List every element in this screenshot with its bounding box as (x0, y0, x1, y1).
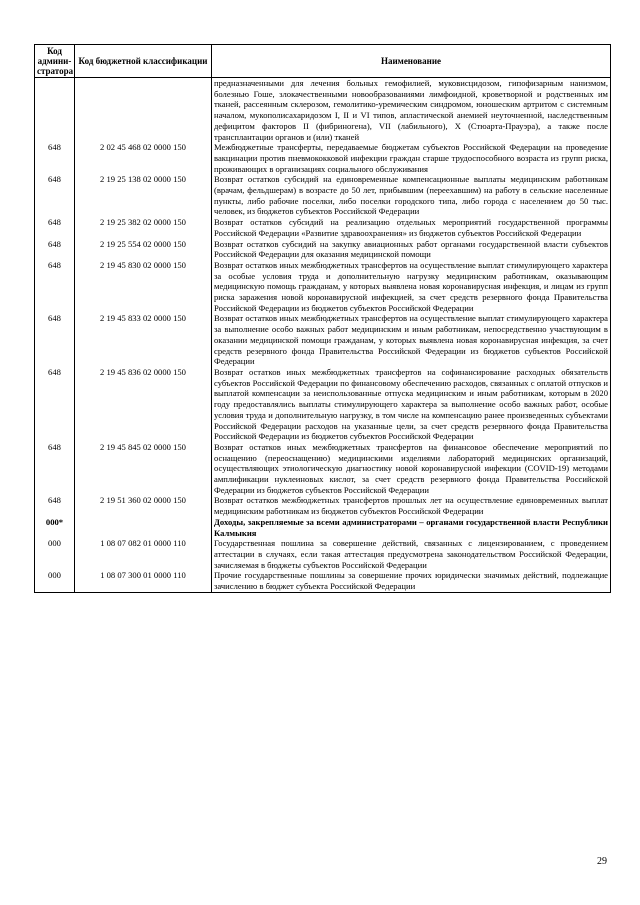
budget-classification-table (34, 44, 611, 593)
admin-code-cell: 648 (35, 217, 75, 238)
header-name: Наименование (212, 45, 611, 78)
name-cell: Возврат остатков иных межбюджетных трансфертов на финансовое обеспечение мероприятий по оснащению (переоснащению) медицинскими изделиями лабораторий медицинских организаций, осуществляющих этиологическую диагностику новой коронавирусной инфекции (COVID-19) методами амплификации нуклеиновых кислот, за счет средств резервного фонда Правительства Российской Федерации из бюджетов субъектов Российской Федерации (212, 442, 611, 496)
admin-code-cell: 000 (35, 538, 75, 570)
table-body (35, 78, 611, 593)
budget-code-cell: 2 19 45 833 02 0000 150 (75, 313, 212, 367)
table-row (35, 142, 611, 174)
budget-code-cell: 2 19 45 836 02 0000 150 (75, 367, 212, 442)
budget-code-cell: 2 19 25 138 02 0000 150 (75, 174, 212, 217)
table-row (35, 313, 611, 367)
table-row (35, 538, 611, 570)
name-cell: Возврат остатков субсидий на закупку авиационных работ органами государственной власти субъектов Российской Федерации для оказания медицинской помощи (212, 239, 611, 260)
name-cell: Межбюджетные трансферты, передаваемые бюджетам субъектов Российской Федерации на проведение вакцинации против пневмококковой инфекции граждан старше трудоспособного возраста из групп риска, проживающих в организациях социального обслуживания (212, 142, 611, 174)
budget-code-cell: 2 19 45 845 02 0000 150 (75, 442, 212, 496)
name-cell: Государственная пошлина за совершение действий, связанных с лицензированием, с проведением аттестации в случаях, если такая аттестация предусмотрена законодательством Российской Федерации, зачисляемая в бюджеты субъектов Российской Федерации (212, 538, 611, 570)
budget-code-cell: 2 19 45 830 02 0000 150 (75, 260, 212, 314)
table-row (35, 495, 611, 516)
budget-code-cell: 2 02 45 468 02 0000 150 (75, 142, 212, 174)
document-page (34, 44, 610, 593)
name-cell: Возврат остатков иных межбюджетных трансфертов на осуществление выплат стимулирующего характера за особые условия труда и дополнительную нагрузку медицинским работникам, оказывающим медицинскую помощь гражданам, у которых выявлена новая коронавирусная инфекция, и лицам из групп риска заражения новой коронавирусной инфекцией, за счет средств резервного фонда Правительства Российской Федерации из бюджетов субъектов Российской Федерации (212, 260, 611, 314)
page-number: 29 (597, 856, 607, 867)
admin-code-cell: 000 (35, 570, 75, 592)
name-cell: Возврат остатков субсидий на реализацию отдельных мероприятий государственной программы Российской Федерации «Развитие здравоохранения» из бюджетов субъектов Российской Федерации (212, 217, 611, 238)
budget-code-cell: 1 08 07 300 01 0000 110 (75, 570, 212, 592)
table-row (35, 239, 611, 260)
table-row (35, 217, 611, 238)
admin-code-cell: 648 (35, 442, 75, 496)
name-cell: Возврат остатков межбюджетных трансфертов прошлых лет на осуществление единовременных выплат медицинским работникам из бюджетов субъектов Российской Федерации (212, 495, 611, 516)
name-cell: Прочие государственные пошлины за совершение прочих юридически значимых действий, подлежащие зачислению в бюджет субъекта Российской Федерации (212, 570, 611, 592)
name-cell: Возврат остатков иных межбюджетных трансфертов на софинансирование расходных обязательств субъектов Российской Федерации по финансовому обеспечению расходов, связанных с оплатой отпусков и выплатой компенсации за неиспользованные отпуска медицинским и иным работникам, которым в 2020 году предоставлялись выплаты стимулирующего характера за выполнение особо важных работ, особые условия труда и дополнительную нагрузку, в том числе на компенсацию ранее произведенных субъектами Российской Федерации расходов на указанные цели, за счет средств резервного фонда Правительства Российской Федерации из бюджетов субъектов Российской Федерации (212, 367, 611, 442)
table-header-row (35, 45, 611, 78)
budget-code-cell: 2 19 25 554 02 0000 150 (75, 239, 212, 260)
header-budget-code: Код бюджетной классификации (75, 45, 212, 78)
admin-code-cell: 648 (35, 367, 75, 442)
admin-code-cell: 648 (35, 142, 75, 174)
admin-code-cell: 648 (35, 313, 75, 367)
admin-code-cell: 648 (35, 239, 75, 260)
table-row (35, 260, 611, 314)
table-row (35, 174, 611, 217)
admin-code-cell: 648 (35, 260, 75, 314)
table-row (35, 517, 611, 538)
name-cell: Возврат остатков субсидий на единовременные компенсационные выплаты медицинским работникам (врачам, фельдшерам) в возрасте до 50 лет, прибывшим (переехавшим) на работу в сельские населенные пункты, либо рабочие поселки, либо поселки городского типа, либо города с населением до 50 тыс. человек, из бюджетов субъектов Российской Федерации (212, 174, 611, 217)
budget-code-cell (75, 78, 212, 143)
name-cell: предназначенными для лечения больных гемофилией, муковисцидозом, гипофизарным нанизмом, болезнью Гоше, злокачественными новообразованиями лимфоидной, кроветворной и родственных им тканей, рассеянным склерозом, гемолитико-уремическим синдромом, юношеским артритом с системным началом, мукополисахаридозом I, II и VI типов, апластической анемией неуточненной, наследственным дефицитом факторов II (фибриногена), VII (лабильного), X (Стюарта-Прауэра), а также после трансплантации органов и (или) тканей (212, 78, 611, 143)
table-row (35, 367, 611, 442)
budget-code-cell: 2 19 51 360 02 0000 150 (75, 495, 212, 516)
table-row (35, 442, 611, 496)
admin-code-cell (35, 78, 75, 143)
budget-code-cell (75, 517, 212, 538)
header-admin-code: Код админи-стратора (35, 45, 75, 78)
admin-code-cell: 648 (35, 174, 75, 217)
budget-code-cell: 1 08 07 082 01 0000 110 (75, 538, 212, 570)
table-row (35, 570, 611, 592)
admin-code-cell: 000* (35, 517, 75, 538)
budget-code-cell: 2 19 25 382 02 0000 150 (75, 217, 212, 238)
name-cell: Возврат остатков иных межбюджетных трансфертов на осуществление выплат стимулирующего характера за выполнение особо важных работ медицинским и иным работникам, непосредственно участвующим в оказании медицинской помощи гражданам, у которых выявлена новая коронавирусная инфекция, за счет средств резервного фонда Правительства Российской Федерации из бюджетов субъектов Российской Федерации (212, 313, 611, 367)
name-cell: Доходы, закрепляемые за всеми администраторами – органами государственной власти Республики Калмыкия (212, 517, 611, 538)
admin-code-cell: 648 (35, 495, 75, 516)
table-row (35, 78, 611, 143)
